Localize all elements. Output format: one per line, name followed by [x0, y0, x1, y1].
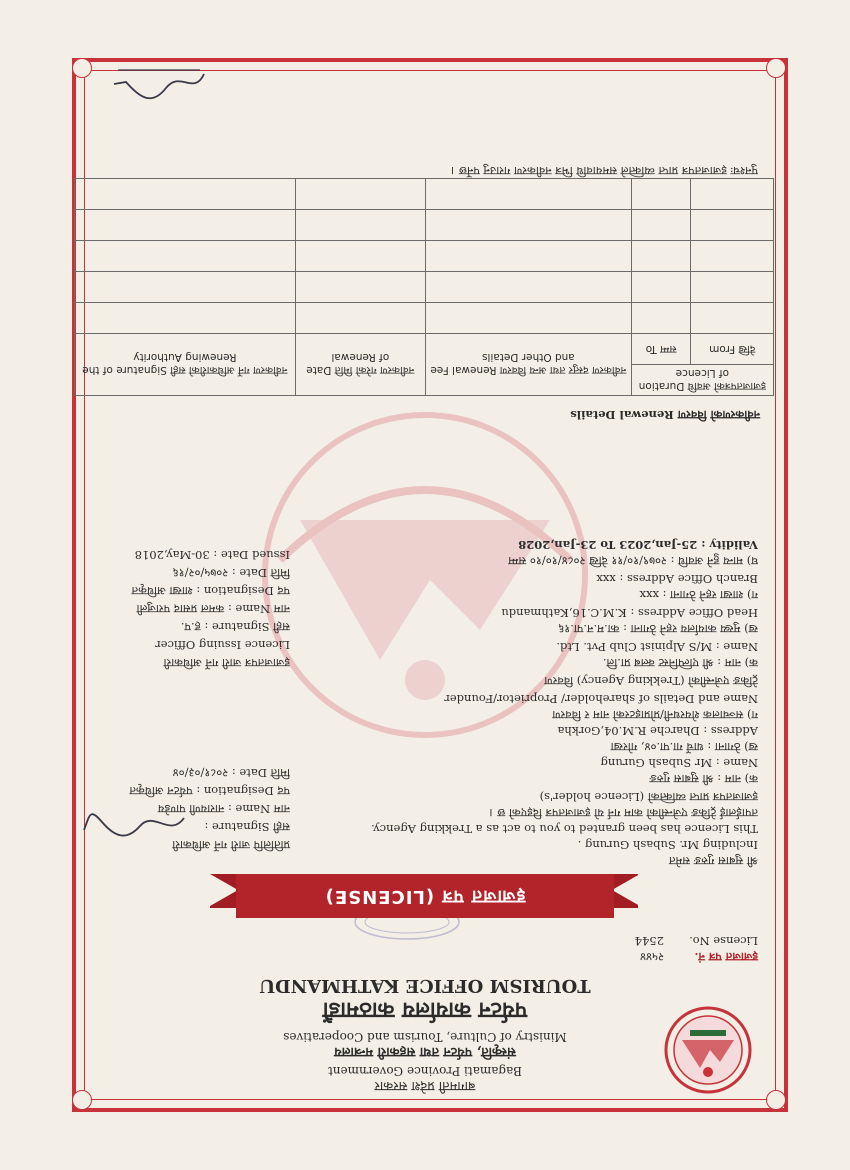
holder-name-en: Name : Mr Subash Gurung: [600, 756, 758, 770]
renewal-empty-row: [75, 210, 774, 241]
renewal-cell: [425, 303, 631, 334]
col-signature: नवीकरण गर्ने अधिकारीको सही Signature of the Renewing Authority: [75, 334, 296, 396]
branch-office-np: ग) शाखा रहने ठेगाना : xxx: [639, 588, 758, 602]
holder-address-np: ख) ठेगाना : धार्चे गा.पा.०४, गोरखा: [610, 740, 758, 754]
head-office-np: ख) मुख्य कार्यालय रहने ठेगाना : का.म.न.पा.१६: [558, 622, 758, 636]
renewal-cell: [425, 272, 631, 303]
handwritten-initials: [110, 64, 210, 104]
renewal-header-row: [75, 365, 774, 396]
renewal-cell: [295, 241, 425, 272]
renewal-cell: [75, 179, 296, 210]
copy-issuer-signature: सही Signature :: [204, 820, 290, 834]
addressee-en: Including Mr. Subash Gurung .: [577, 838, 758, 852]
office-name-np: पर्यटन कार्यालय काठमाडौं: [322, 997, 528, 1023]
renewal-cell: [295, 179, 425, 210]
col-from: देखि From: [691, 334, 774, 365]
ministry-name-np: संस्कृति, पर्यटन तथा सहकारी मन्त्रालय: [334, 1044, 516, 1059]
renewal-cell: [295, 303, 425, 334]
renewal-cell: [631, 210, 691, 241]
col-to: सम्म To: [631, 334, 691, 365]
renewal-rows: [75, 179, 774, 334]
col-date: नवीकरण गरेको मिति Date of Renewal: [295, 334, 425, 396]
renewal-cell: [631, 241, 691, 272]
holder-heading: इजाजतपत्र प्राप्त व्यक्तिको (Licence holder's): [539, 790, 758, 804]
col-duration: इजाजतपत्रको अवधि Duration of Licence: [631, 365, 773, 396]
renewal-cell: [75, 272, 296, 303]
government-name-en: Bagamati Province Government: [327, 1064, 523, 1078]
corner-ornament: [766, 1090, 786, 1110]
shareholder-np: ग) सञ्चालक शेयरधनी/प्रोप्राइटरको नाम र विवरण: [552, 708, 758, 722]
renewal-table: [74, 178, 774, 396]
renewal-cell: [425, 210, 631, 241]
renewal-cell: [691, 210, 774, 241]
head-office-en: Head Office Address : K.M.C.16,Kathmandu: [501, 606, 758, 620]
licence-issuer-date: मिति Date : २०७५/०२/१६: [172, 566, 290, 580]
licence-issuer-designation: पद Designation : शाखा अधिकृत: [131, 584, 290, 598]
corner-ornament: [72, 1090, 92, 1110]
ministry-name-en: Ministry of Culture, Tourism and Cooperatives: [283, 1030, 567, 1044]
renewal-cell: [691, 241, 774, 272]
license-number-label-np: इजाजत पत्र नं.: [694, 950, 758, 964]
renewal-cell: [425, 179, 631, 210]
validity-np: घ) मान्य हुने अवधि : २०७९/१०/११ देखि २०८४/१०/१० सम्म: [508, 554, 758, 568]
addressee-np: श्री सुबास गुरुङ समेत: [668, 854, 758, 868]
renewal-empty-row: [75, 179, 774, 210]
col-fee: नवीकरण दस्तुर तथा अन्य विवरण Renewal Fee and Other Details: [425, 334, 631, 396]
copy-issuer-designation: पद Designation : पर्यटन अधिकृत: [129, 784, 290, 798]
agency-heading: ट्रेकिङ एजेन्सीको (Trekking Agency) विवरण: [544, 674, 758, 688]
renewal-cell: [691, 272, 774, 303]
license-number-label-en: License No.: [689, 934, 758, 948]
renewal-empty-row: [75, 272, 774, 303]
ribbon-notch-left: [612, 874, 640, 906]
footer-note: पुनश्चः इजाजतपत्र प्राप्त व्यक्तिले समयावधि भित्र नवीकरण गराउनु पर्नेछ ।: [450, 164, 758, 178]
renewal-cell: [75, 210, 296, 241]
government-name-np: बागमती प्रदेश सरकार: [374, 1078, 476, 1093]
copy-issuer-date: मिति Date : २०८१/०३/०४: [172, 766, 290, 780]
renewal-cell: [295, 210, 425, 241]
agency-name-en: Name : M/S Alpinist Club Pvt. Ltd.: [556, 640, 758, 654]
validity-en: Validity : 25-Jan,2023 To 23-Jan,2028: [518, 538, 758, 552]
renewal-cell: [631, 272, 691, 303]
renewal-cell: [691, 179, 774, 210]
license-number-en: 2544: [634, 934, 664, 948]
copy-issuer-heading: प्रतिलिपि जारी गर्ने अधिकारी: [172, 838, 290, 852]
corner-ornament: [766, 58, 786, 78]
licence-issuer-name: नाम Name : कमल प्रसाद पराजुली: [136, 602, 290, 616]
province-emblem-logo: [662, 1004, 754, 1096]
renewal-heading: नवीकरणको विवरण Renewal Details: [570, 408, 760, 422]
license-title-banner: इजाजत पत्र (LICENSE): [236, 874, 614, 918]
copy-issuer-name: नाम Name : नारायणी पाण्डेय: [157, 802, 290, 816]
agency-name-np: क) नाम : श्री एल्पिनिस्ट क्लब प्रा.लि.: [602, 656, 758, 670]
renewal-empty-row: [75, 303, 774, 334]
ribbon-notch-right: [210, 874, 238, 906]
holder-name-np: क) नाम : श्री सुबास गुरुङ: [649, 772, 758, 786]
renewal-cell: [691, 303, 774, 334]
renewal-empty-row: [75, 241, 774, 272]
licence-issuer-signature: सही Signature : ह.प.: [180, 620, 290, 634]
branch-office-en: Branch Office Address : xxx: [596, 572, 758, 586]
corner-ornament: [72, 58, 92, 78]
grant-statement-en: This Licence has been granted to you to act as a Trekking Agency.: [371, 822, 758, 836]
office-name-en: TOURISM OFFICE KATHMANDU: [259, 975, 591, 996]
shareholder-en: Name and Details of shareholder/ Proprietor/Founder: [444, 692, 758, 706]
license-number-np: २५४४: [640, 950, 664, 964]
renewal-cell: [631, 303, 691, 334]
holder-address-en: Address : Dharche R.M.04,Gorkha: [557, 724, 758, 738]
renewal-cell: [75, 241, 296, 272]
grant-statement-np: तपाईलाई ट्रेकिङ एजेन्सीको काम गर्न यो इजाजतपत्र दिइएको छ ।: [489, 806, 758, 820]
licence-issued-date: Issued Date : 30-May,2018: [134, 548, 290, 562]
renewal-cell: [75, 303, 296, 334]
renewal-cell: [631, 179, 691, 210]
renewal-cell: [425, 241, 631, 272]
licence-issuer-heading-en: Licence Issuing Officer: [155, 638, 290, 652]
renewal-cell: [295, 272, 425, 303]
licence-issuer-heading: इजाजतपत्र जारी गर्ने अधिकारी: [163, 656, 290, 670]
